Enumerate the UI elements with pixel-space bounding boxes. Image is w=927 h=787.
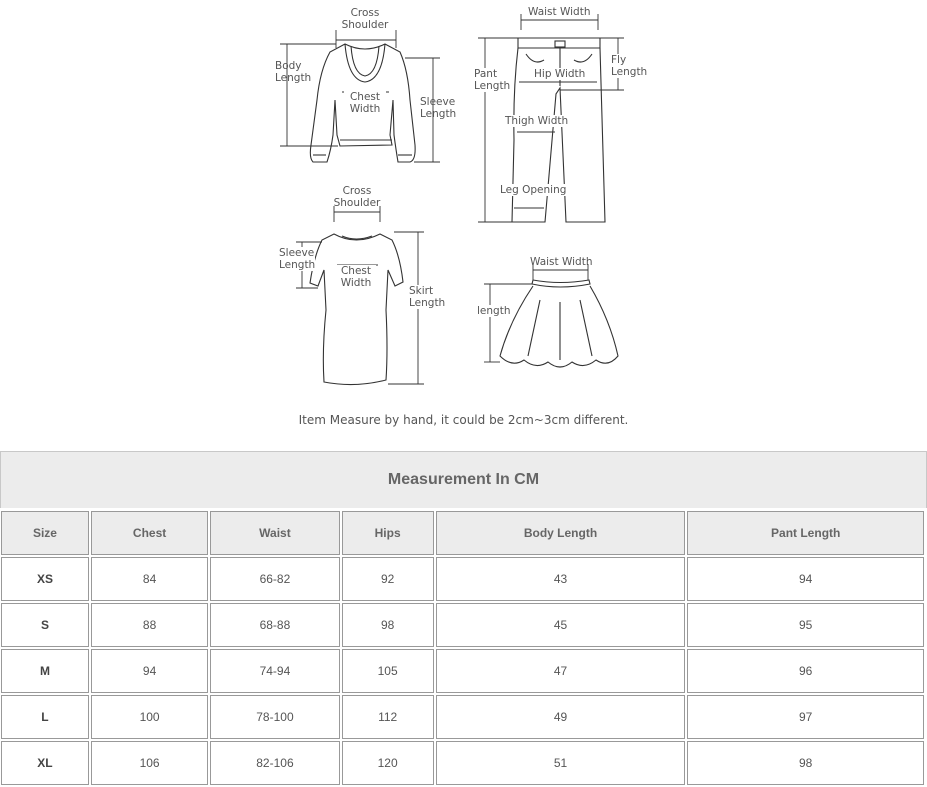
size-table-title-bar — [0, 451, 927, 508]
label-dress-chest-width: Chest Width — [336, 265, 376, 289]
header-hips: Hips — [342, 511, 434, 555]
label-pants-hip-width: Hip Width — [534, 68, 586, 80]
cell-size: L — [1, 695, 89, 739]
table-header-row — [1, 511, 924, 555]
cell-pant-length: 95 — [687, 603, 924, 647]
cell-chest: 94 — [91, 649, 208, 693]
cell-chest: 106 — [91, 741, 208, 785]
table-row — [1, 557, 924, 601]
cell-pant-length: 94 — [687, 557, 924, 601]
size-table-title: Measurement In CM — [387, 471, 540, 488]
table-row — [1, 649, 924, 693]
table-row — [1, 695, 924, 739]
cell-waist: 78-100 — [210, 695, 339, 739]
cell-waist: 82-106 — [210, 741, 339, 785]
label-skirt-length: length — [477, 305, 511, 317]
cell-size: XL — [1, 741, 89, 785]
header-chest: Chest — [91, 511, 208, 555]
cell-body-length: 49 — [436, 695, 686, 739]
cell-waist: 74-94 — [210, 649, 339, 693]
size-table — [0, 451, 927, 787]
cell-size: S — [1, 603, 89, 647]
cell-pant-length: 98 — [687, 741, 924, 785]
cell-hips: 92 — [342, 557, 434, 601]
cell-hips: 98 — [342, 603, 434, 647]
cell-chest: 88 — [91, 603, 208, 647]
cell-hips: 120 — [342, 741, 434, 785]
cell-chest: 100 — [91, 695, 208, 739]
label-sweater-cross-shoulder: Cross Shoulder — [341, 7, 389, 31]
header-waist: Waist — [210, 511, 339, 555]
table-row — [1, 741, 924, 785]
cell-size: XS — [1, 557, 89, 601]
label-dress-skirt-length: Skirt Length — [409, 285, 446, 309]
measurement-note: Item Measure by hand, it could be 2cm~3cm different. — [298, 413, 629, 427]
label-pants-thigh-width: Thigh Width — [505, 115, 569, 127]
dress-drawing — [310, 234, 403, 385]
cell-waist: 68-88 — [210, 603, 339, 647]
cell-pant-length: 96 — [687, 649, 924, 693]
label-dress-sleeve-length: Sleeve Length — [279, 247, 316, 271]
cell-body-length: 45 — [436, 603, 686, 647]
label-sweater-body-length: Body Length — [275, 60, 312, 84]
cell-body-length: 43 — [436, 557, 686, 601]
header-body-length: Body Length — [436, 511, 686, 555]
label-pants-fly-length: Fly Length — [611, 54, 648, 78]
dress-measure-lines — [296, 206, 424, 384]
label-pants-pant-length: Pant Length — [474, 68, 511, 92]
label-pants-waist-width: Waist Width — [528, 6, 591, 18]
label-skirt-waist-width: Waist Width — [530, 256, 593, 268]
cell-pant-length: 97 — [687, 695, 924, 739]
label-pants-leg-opening: Leg Opening — [500, 184, 567, 196]
label-dress-cross-shoulder: Cross Shoulder — [333, 185, 381, 209]
cell-hips: 105 — [342, 649, 434, 693]
cell-chest: 84 — [91, 557, 208, 601]
cell-waist: 66-82 — [210, 557, 339, 601]
cell-size: M — [1, 649, 89, 693]
skirt-drawing — [500, 280, 618, 367]
label-sweater-chest-width: Chest Width — [344, 91, 386, 115]
cell-hips: 112 — [342, 695, 434, 739]
cell-body-length: 51 — [436, 741, 686, 785]
table-row — [1, 603, 924, 647]
size-grid — [0, 509, 926, 787]
header-size: Size — [1, 511, 89, 555]
label-sweater-sleeve-length: Sleeve Length — [420, 96, 457, 120]
cell-body-length: 47 — [436, 649, 686, 693]
header-pant-length: Pant Length — [687, 511, 924, 555]
